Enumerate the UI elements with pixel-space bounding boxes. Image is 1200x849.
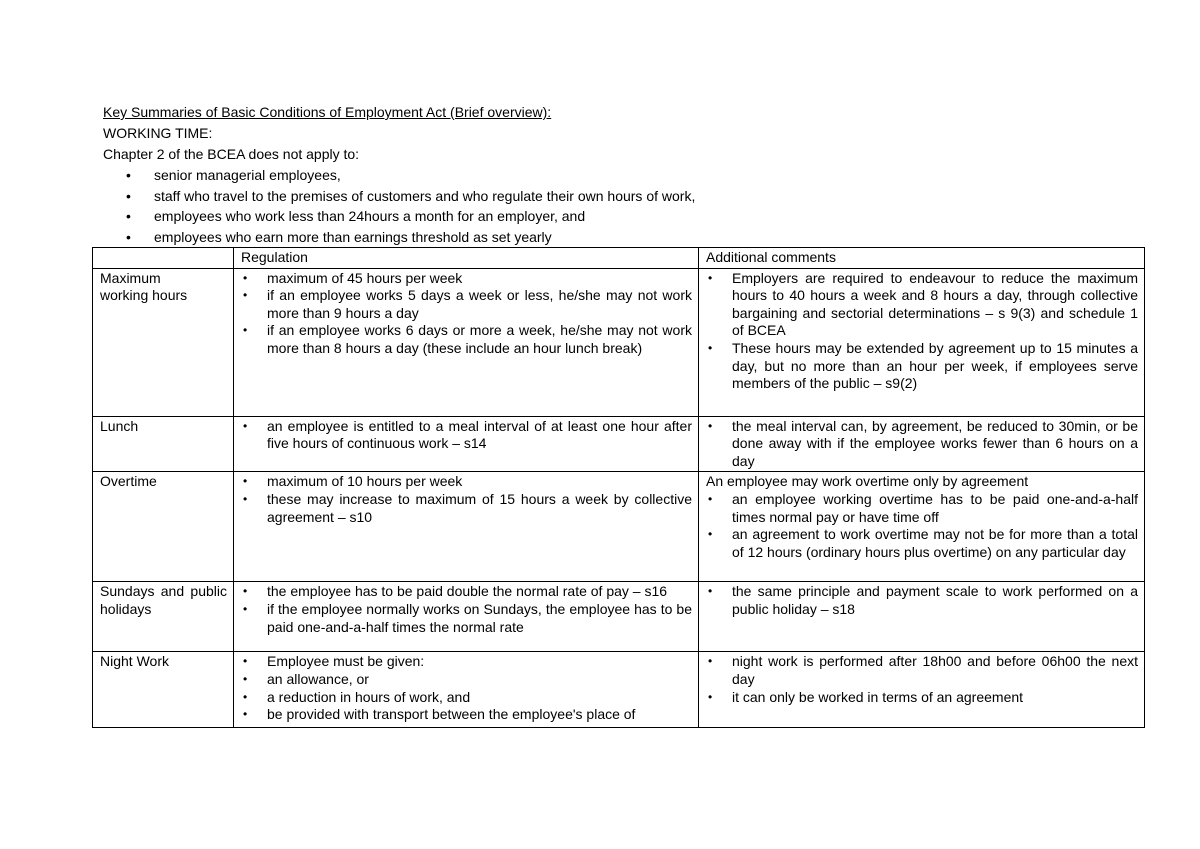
table-body bbox=[93, 248, 1145, 728]
regulation-cell bbox=[234, 582, 699, 652]
regulation-cell bbox=[234, 652, 699, 728]
list-item bbox=[241, 418, 692, 453]
regulation-cell bbox=[234, 472, 699, 582]
comments-cell bbox=[699, 472, 1145, 582]
list-item: • staff who travel to the premises of customers and who regulate their own hours of work, bbox=[120, 186, 695, 207]
comments-cell-list bbox=[706, 270, 1138, 393]
bullet-icon: • bbox=[243, 418, 248, 433]
comments-cell-list bbox=[706, 653, 1138, 706]
list-item bbox=[241, 491, 692, 526]
regulation-cell-list bbox=[241, 418, 692, 453]
list-item-text: maximum of 10 hours per week bbox=[267, 473, 463, 490]
table-row bbox=[93, 652, 1145, 728]
list-item-text: Employers are required to endeavour to reduce the maximum hours to 40 hours a week and 8 hours a day, through collective bargaining and sectorial determinations – s 9(3) and schedule 1 of BCEA bbox=[732, 269, 1138, 339]
intro-text: Chapter 2 of the BCEA does not apply to: bbox=[103, 146, 360, 162]
bullet-icon: • bbox=[243, 601, 248, 616]
topic-cell: Overtime bbox=[93, 472, 234, 582]
list-item bbox=[241, 322, 692, 357]
header-cell-comments: Additional comments bbox=[699, 248, 1145, 269]
list-item: • senior managerial employees, bbox=[120, 165, 695, 186]
list-item bbox=[706, 583, 1138, 618]
bullet-icon: • bbox=[243, 270, 248, 285]
regulation-cell bbox=[234, 268, 699, 416]
bullet-icon: • bbox=[708, 654, 713, 669]
topic-cell: Night Work bbox=[93, 652, 234, 728]
list-item: • employees who earn more than earnings threshold as set yearly bbox=[120, 227, 695, 248]
list-item-text: be provided with transport between the employee's place of bbox=[267, 706, 636, 723]
comments-cell bbox=[699, 416, 1145, 472]
bullet-icon: • bbox=[243, 707, 248, 722]
working-time-table bbox=[92, 247, 1145, 728]
list-item-text: an allowance, or bbox=[267, 670, 369, 687]
list-item-text: an employee working overtime has to be paid one-and-a-half times normal pay or have time off bbox=[732, 490, 1138, 525]
list-item-text: Employee must be given: bbox=[267, 653, 425, 670]
topic-cell: Lunch bbox=[93, 416, 234, 472]
bullet-icon: • bbox=[243, 323, 248, 338]
bullet-icon: • bbox=[243, 288, 248, 303]
bullet-icon: • bbox=[126, 167, 131, 183]
list-item-text: it can only be worked in terms of an agreement bbox=[732, 688, 1024, 705]
topic-cell: Maximum working hours bbox=[93, 268, 234, 416]
regulation-cell-list bbox=[241, 473, 692, 526]
list-item bbox=[706, 418, 1138, 471]
bullet-icon: • bbox=[243, 584, 248, 599]
table-row bbox=[93, 268, 1145, 416]
comments-cell-list bbox=[706, 418, 1138, 471]
list-item bbox=[241, 473, 692, 491]
bullet-icon: • bbox=[243, 689, 248, 704]
list-item-text: These hours may be extended by agreement up to 15 minutes a day, but no more than an hour per week, if employees serve members of the public – s9(2) bbox=[732, 339, 1138, 392]
list-item bbox=[241, 671, 692, 689]
list-item bbox=[706, 653, 1138, 688]
list-item-text: if an employee works 5 days a week or less, he/she may not work more than 9 hours a day bbox=[267, 287, 692, 321]
list-item-text: an agreement to work overtime may not be for more than a total of 12 hours (ordinary hours plus overtime) on any particular day bbox=[732, 526, 1138, 560]
comments-cell bbox=[699, 582, 1145, 652]
bullet-icon: • bbox=[708, 418, 713, 433]
list-item-text: if an employee works 6 days or more a week, he/she may not work more than 8 hours a day (these include an hour lunch break) bbox=[267, 322, 692, 356]
list-item bbox=[706, 689, 1138, 707]
list-item-text: if the employee normally works on Sundays, the employee has to be paid one-and-a-half times the normal rate bbox=[267, 600, 692, 635]
bullet-icon: • bbox=[243, 671, 248, 686]
list-item bbox=[241, 653, 692, 671]
list-item-text: the employee has to be paid double the normal rate of pay – s16 bbox=[267, 583, 668, 600]
table-row bbox=[93, 416, 1145, 472]
list-item-text: an employee is entitled to a meal interval of at least one hour after five hours of continuous work – s14 bbox=[267, 417, 692, 452]
list-item bbox=[706, 526, 1138, 561]
list-item bbox=[241, 689, 692, 707]
list-item-text: a reduction in hours of work, and bbox=[267, 688, 471, 705]
comments-cell-list bbox=[706, 583, 1138, 618]
list-item bbox=[706, 270, 1138, 340]
bullet-icon: • bbox=[708, 491, 713, 506]
section-title: WORKING TIME: bbox=[103, 125, 213, 141]
list-item bbox=[241, 706, 692, 724]
list-item bbox=[241, 270, 692, 288]
bullet-icon: • bbox=[243, 654, 248, 669]
header-cell-regulation: Regulation bbox=[234, 248, 699, 269]
regulation-cell-list bbox=[241, 583, 692, 636]
topic-cell: Sundays and public holidays bbox=[93, 582, 234, 652]
table-row bbox=[93, 472, 1145, 582]
bullet-icon: • bbox=[126, 187, 131, 204]
list-item-text: the meal interval can, by agreement, be reduced to 30min, or be done away with if the employee works fewer than 6 hours on a day bbox=[732, 417, 1138, 469]
exclusions-list bbox=[120, 165, 695, 247]
regulation-cell-list bbox=[241, 270, 692, 358]
list-item-text: maximum of 45 hours per week bbox=[267, 269, 463, 286]
bullet-icon: • bbox=[126, 228, 131, 245]
bullet-icon: • bbox=[708, 584, 713, 599]
regulation-cell-list bbox=[241, 653, 692, 723]
list-item bbox=[241, 601, 692, 636]
table-header-row bbox=[93, 248, 1145, 269]
bullet-icon: • bbox=[126, 208, 131, 225]
list-item: • employees who work less than 24hours a month for an employer, and bbox=[120, 206, 695, 227]
comments-cell bbox=[699, 268, 1145, 416]
bullet-icon: • bbox=[708, 270, 713, 285]
list-item bbox=[706, 491, 1138, 526]
header-cell-topic bbox=[93, 248, 234, 269]
bullet-icon: • bbox=[708, 689, 713, 704]
list-item-text: these may increase to maximum of 15 hours a week by collective agreement – s10 bbox=[267, 490, 692, 525]
bullet-icon: • bbox=[708, 527, 713, 542]
bullet-icon: • bbox=[243, 474, 248, 489]
list-item-text: night work is performed after 18h00 and before 06h00 the next day bbox=[732, 653, 1138, 687]
bullet-icon: • bbox=[243, 491, 248, 506]
list-item bbox=[241, 583, 692, 601]
list-item bbox=[241, 287, 692, 322]
comments-cell bbox=[699, 652, 1145, 728]
table-row bbox=[93, 582, 1145, 652]
document-heading: Key Summaries of Basic Conditions of Employment Act (Brief overview): bbox=[103, 104, 552, 120]
list-item-text: the same principle and payment scale to work performed on a public holiday – s18 bbox=[732, 583, 1138, 617]
comments-cell-list bbox=[706, 491, 1138, 561]
regulation-cell bbox=[234, 416, 699, 472]
comment-lead: An employee may work overtime only by agreement bbox=[706, 473, 1029, 490]
list-item bbox=[706, 340, 1138, 393]
bullet-icon: • bbox=[708, 340, 713, 355]
